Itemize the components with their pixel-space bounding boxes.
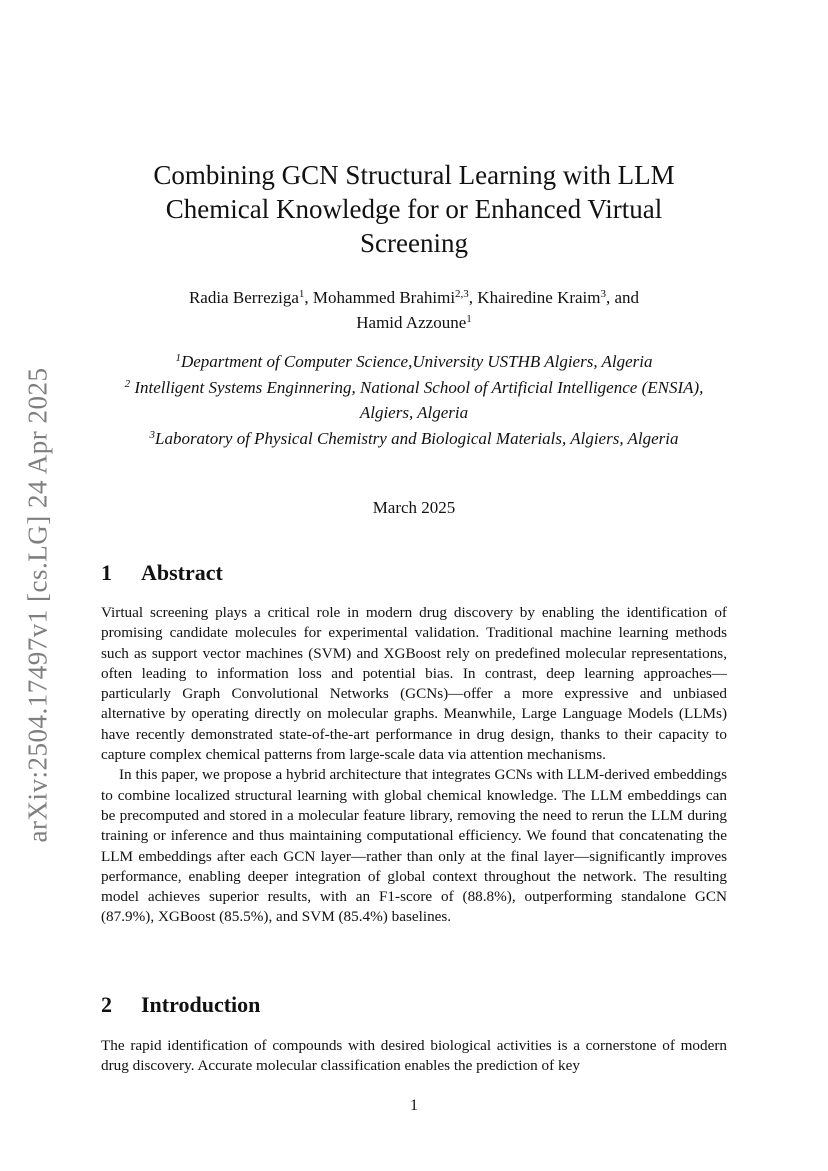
author: Radia Berreziga <box>188 288 299 307</box>
author-separator: , <box>468 288 478 307</box>
introduction-paragraph: The rapid identification of compounds with desired biological activities is a cornerstone of modern drug discovery. Accurate molecular classification enables the prediction of key <box>101 1037 727 1075</box>
affiliation-list <box>100 349 728 451</box>
affiliation <box>100 426 728 452</box>
introduction-body <box>101 1036 727 1077</box>
abstract-body <box>101 603 727 928</box>
author-separator: , <box>304 288 313 307</box>
affiliation-marker: 1 <box>175 352 181 364</box>
section-number: 1 <box>101 560 112 585</box>
abstract-paragraph: In this paper, we propose a hybrid architecture that integrates GCNs with LLM-derived embeddings to combine localized structural learning with global chemical knowledge. The LLM embeddings can be precomputed and stored in a molecular feature library, removing the need to rerun the LLM during training or inference and thus maintaining computational efficiency. We found that concatenating the LLM embeddings after each GCN layer—rather than only at the final layer—significantly improves performance, enabling deeper integration of global context throughout the network. The resulting model achieves superior results, with an F1-score of (88.8%), outperforming standalone GCN (87.9%), XGBoost (85.5%), and SVM (85.4%) baselines. <box>101 766 727 926</box>
author-affiliation-marker: 2,3 <box>455 288 469 300</box>
affiliation <box>100 375 728 426</box>
arxiv-identifier-stamp: arXiv:2504.17497v1 [cs.LG] 24 Apr 2025 <box>22 367 53 843</box>
author: Mohammed Brahimi <box>312 288 456 307</box>
author-list <box>110 285 718 335</box>
author-affiliation-marker: 1 <box>466 313 472 325</box>
abstract-heading <box>101 560 223 586</box>
author: Khairedine Kraim <box>477 288 601 307</box>
affiliation-text: Department of Computer Science,University USTHB Algiers, Algeria <box>180 352 653 371</box>
author: Hamid Azzoune <box>356 313 467 332</box>
author-affiliation-marker: 3 <box>600 288 606 300</box>
affiliation-text: Intelligent Systems Enginnering, National School of Artificial Intelligence (ENSIA), Algiers, Algeria <box>130 377 704 422</box>
affiliation-marker: 3 <box>149 428 155 441</box>
affiliation-marker: 2 <box>124 377 131 390</box>
paper-title: Combining GCN Structural Learning with LLM Chemical Knowledge for or Enhanced Virtual Screening <box>153 160 675 258</box>
introduction-heading <box>101 992 260 1018</box>
abstract-paragraph: Virtual screening plays a critical role in modern drug discovery by enabling the identification of promising candidate molecules for experimental validation. Traditional machine learning methods such as support vector machines (SVM) and XGBoost rely on predefined molecular representations, often leading to information loss and potential bias. In contrast, deep learning approaches—particularly Graph Convolutional Networks (GCNs)—offer a more expressive and unbiased alternative by operating directly on molecular graphs. Meanwhile, Large Language Models (LLMs) have recently demonstrated state-of-the-art performance in drug design, thanks to their capacity to capture complex chemical patterns from large-scale data via attention mechanisms. <box>101 604 727 764</box>
section-title: Introduction <box>141 992 261 1017</box>
section-number: 2 <box>101 992 112 1017</box>
author-separator: , and <box>606 288 640 307</box>
author-affiliation-marker: 1 <box>298 288 305 300</box>
page-number: 1 <box>410 1097 418 1114</box>
publication-date: March 2025 <box>372 498 456 517</box>
affiliation-text: Laboratory of Physical Chemistry and Biological Materials, Algiers, Algeria <box>154 428 679 448</box>
affiliation <box>100 349 728 375</box>
section-title: Abstract <box>141 560 223 585</box>
